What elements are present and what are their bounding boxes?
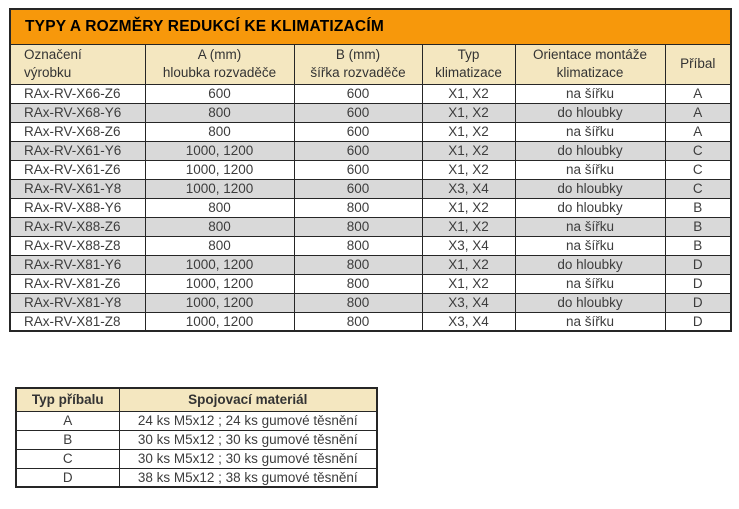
width-b-cell: 600	[294, 103, 422, 122]
col-header-line: hloubka rozvaděče	[162, 65, 277, 80]
package-type-cell: D	[665, 274, 731, 293]
col-header-typ-klimatizace	[422, 44, 515, 84]
depth-a-cell: 800	[145, 103, 294, 122]
width-b-cell: 600	[294, 122, 422, 141]
package-type-cell: D	[665, 255, 731, 274]
product-code-cell: RAx-RV-X68-Z6	[10, 122, 145, 141]
joining-material-cell: 30 ks M5x12 ; 30 ks gumové těsnění	[119, 449, 377, 468]
table-row	[10, 274, 731, 293]
width-b-cell: 800	[294, 274, 422, 293]
package-type-cell: A	[665, 122, 731, 141]
table-row	[10, 103, 731, 122]
page-title: TYPY A ROZMĚRY REDUKCÍ KE KLIMATIZACÍM	[10, 9, 731, 44]
product-code-cell: RAx-RV-X66-Z6	[10, 84, 145, 103]
package-type-cell: C	[16, 449, 119, 468]
col-header-line: B (mm)	[335, 47, 381, 63]
package-type-cell: B	[665, 217, 731, 236]
product-code-cell: RAx-RV-X81-Y8	[10, 293, 145, 312]
width-b-cell: 800	[294, 312, 422, 331]
table-row	[10, 293, 731, 312]
table-row	[10, 122, 731, 141]
table-row	[16, 411, 377, 430]
ac-type-cell: X1, X2	[422, 274, 515, 293]
table-row	[10, 198, 731, 217]
ac-type-cell: X1, X2	[422, 217, 515, 236]
joining-material-cell: 24 ks M5x12 ; 24 ks gumové těsnění	[119, 411, 377, 430]
depth-a-cell: 800	[145, 217, 294, 236]
width-b-cell: 800	[294, 236, 422, 255]
product-code-cell: RAx-RV-X61-Z6	[10, 160, 145, 179]
col-header-b-mm	[294, 44, 422, 84]
ac-type-cell: X3, X4	[422, 312, 515, 331]
package-type-cell: A	[665, 84, 731, 103]
col-header-line: Orientace montáže	[532, 47, 648, 63]
width-b-cell: 800	[294, 217, 422, 236]
depth-a-cell: 800	[145, 198, 294, 217]
table-row	[10, 236, 731, 255]
product-code-cell: RAx-RV-X61-Y6	[10, 141, 145, 160]
mount-orientation-cell: na šířku	[515, 160, 665, 179]
col-header-line: šířka rozvaděče	[310, 65, 406, 80]
ac-type-cell: X3, X4	[422, 179, 515, 198]
col-header-line: výrobku	[24, 65, 72, 80]
ac-type-cell: X1, X2	[422, 198, 515, 217]
mount-orientation-cell: do hloubky	[515, 198, 665, 217]
depth-a-cell: 1000, 1200	[145, 274, 294, 293]
package-type-cell: B	[16, 430, 119, 449]
mount-orientation-cell: do hloubky	[515, 141, 665, 160]
main-table-body	[10, 84, 731, 331]
package-type-cell: A	[16, 411, 119, 430]
col-header-typ-pribalu: Typ příbalu	[16, 388, 119, 411]
package-type-cell: D	[16, 468, 119, 487]
main-table-header-row	[10, 44, 731, 84]
ac-type-cell: X1, X2	[422, 103, 515, 122]
product-code-cell: RAx-RV-X81-Z8	[10, 312, 145, 331]
package-type-cell: C	[665, 160, 731, 179]
table-row	[16, 449, 377, 468]
package-type-cell: D	[665, 312, 731, 331]
table-row	[10, 312, 731, 331]
col-header-orientace-montaze	[515, 44, 665, 84]
product-code-cell: RAx-RV-X88-Z6	[10, 217, 145, 236]
product-code-cell: RAx-RV-X81-Y6	[10, 255, 145, 274]
package-type-cell: C	[665, 179, 731, 198]
width-b-cell: 600	[294, 179, 422, 198]
title-row	[10, 9, 731, 44]
col-header-line: Příbal	[680, 56, 716, 72]
depth-a-cell: 800	[145, 122, 294, 141]
mount-orientation-cell: na šířku	[515, 122, 665, 141]
table-row	[10, 84, 731, 103]
table-row	[10, 160, 731, 179]
ac-type-cell: X1, X2	[422, 84, 515, 103]
product-code-cell: RAx-RV-X61-Y8	[10, 179, 145, 198]
width-b-cell: 800	[294, 293, 422, 312]
width-b-cell: 600	[294, 160, 422, 179]
package-type-cell: B	[665, 198, 731, 217]
mount-orientation-cell: na šířku	[515, 312, 665, 331]
accessory-table-body	[16, 411, 377, 487]
depth-a-cell: 1000, 1200	[145, 160, 294, 179]
table-row	[10, 255, 731, 274]
mount-orientation-cell: do hloubky	[515, 255, 665, 274]
mount-orientation-cell: do hloubky	[515, 103, 665, 122]
depth-a-cell: 1000, 1200	[145, 255, 294, 274]
table-row	[10, 141, 731, 160]
depth-a-cell: 800	[145, 236, 294, 255]
joining-material-cell: 38 ks M5x12 ; 38 ks gumové těsnění	[119, 468, 377, 487]
package-type-cell: B	[665, 236, 731, 255]
ac-type-cell: X1, X2	[422, 255, 515, 274]
col-header-pribal	[665, 44, 731, 84]
col-header-line: A (mm)	[197, 47, 242, 63]
ac-type-cell: X1, X2	[422, 141, 515, 160]
package-type-cell: A	[665, 103, 731, 122]
product-code-cell: RAx-RV-X68-Y6	[10, 103, 145, 122]
product-code-cell: RAx-RV-X88-Z8	[10, 236, 145, 255]
depth-a-cell: 600	[145, 84, 294, 103]
depth-a-cell: 1000, 1200	[145, 293, 294, 312]
depth-a-cell: 1000, 1200	[145, 141, 294, 160]
table-row	[10, 217, 731, 236]
mount-orientation-cell: na šířku	[515, 236, 665, 255]
col-header-line: klimatizace	[435, 65, 502, 80]
col-header-line: klimatizace	[556, 65, 624, 80]
table-row	[16, 468, 377, 487]
package-type-cell: C	[665, 141, 731, 160]
col-header-line: Označení	[24, 47, 82, 63]
mount-orientation-cell: na šířku	[515, 274, 665, 293]
main-table	[9, 8, 732, 332]
depth-a-cell: 1000, 1200	[145, 179, 294, 198]
col-header-line: Typ	[457, 47, 480, 63]
product-code-cell: RAx-RV-X81-Z6	[10, 274, 145, 293]
width-b-cell: 600	[294, 141, 422, 160]
table-row	[10, 179, 731, 198]
package-type-cell: D	[665, 293, 731, 312]
width-b-cell: 600	[294, 84, 422, 103]
mount-orientation-cell: do hloubky	[515, 179, 665, 198]
mount-orientation-cell: do hloubky	[515, 293, 665, 312]
accessory-table-header-row	[16, 388, 377, 411]
width-b-cell: 800	[294, 255, 422, 274]
width-b-cell: 800	[294, 198, 422, 217]
table-row	[16, 430, 377, 449]
ac-type-cell: X1, X2	[422, 160, 515, 179]
joining-material-cell: 30 ks M5x12 ; 30 ks gumové těsnění	[119, 430, 377, 449]
depth-a-cell: 1000, 1200	[145, 312, 294, 331]
mount-orientation-cell: na šířku	[515, 84, 665, 103]
ac-type-cell: X3, X4	[422, 236, 515, 255]
col-header-spojovaci-material: Spojovací materiál	[119, 388, 377, 411]
product-code-cell: RAx-RV-X88-Y6	[10, 198, 145, 217]
col-header-oznaceni-vyrobku	[10, 44, 145, 84]
ac-type-cell: X3, X4	[422, 293, 515, 312]
mount-orientation-cell: na šířku	[515, 217, 665, 236]
accessory-table	[15, 387, 378, 488]
col-header-a-mm	[145, 44, 294, 84]
ac-type-cell: X1, X2	[422, 122, 515, 141]
